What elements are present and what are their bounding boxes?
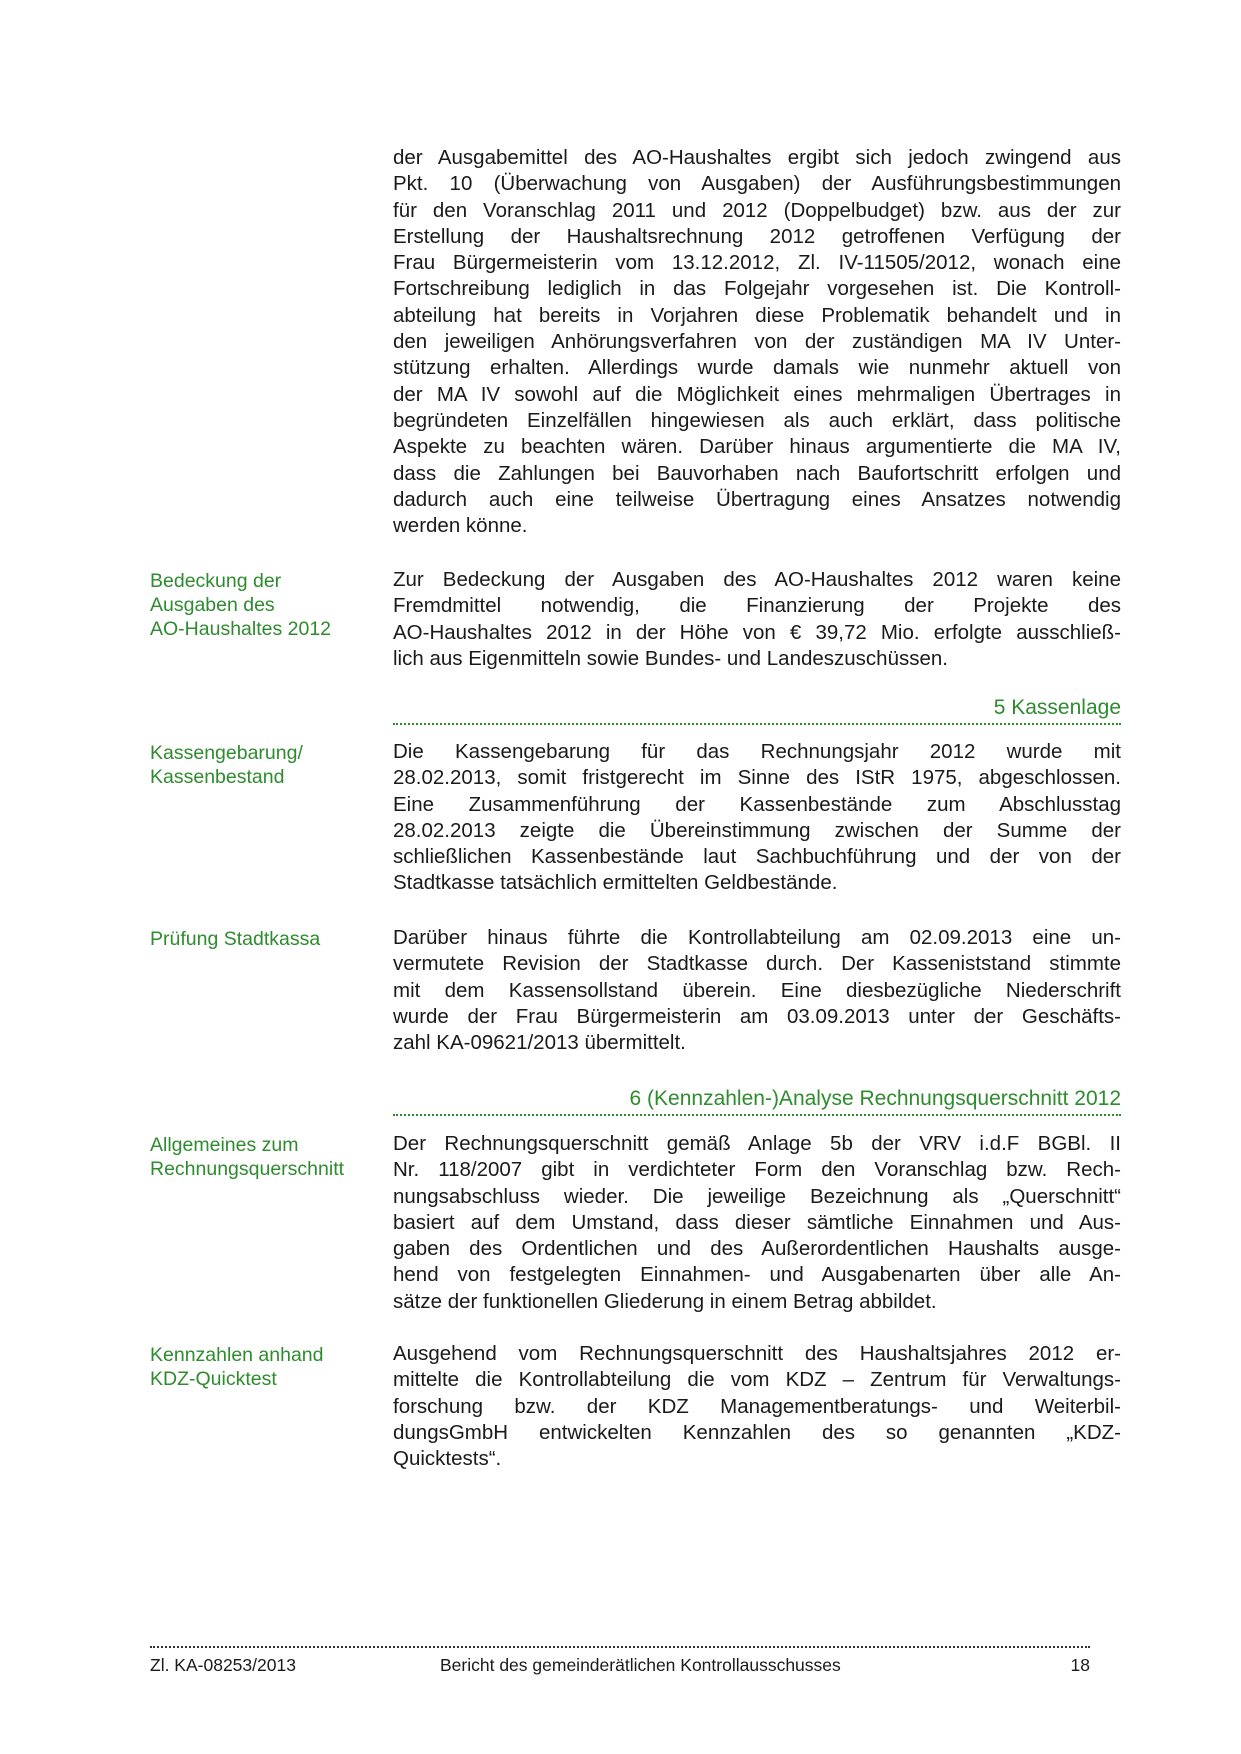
text-line: AO-Haushaltes 2012 in der Höhe von € 39,72 Mio. erfolgte ausschließ- [393,620,1121,644]
text-line: schließlichen Kassenbestände laut Sachbuchführung und der von der [393,845,1121,869]
text-line: nungsabschluss wieder. Die jeweilige Bezeichnung als „Querschnitt“ [393,1184,1121,1208]
text-line: mit dem Kassensollstand überein. Eine diesbezügliche Niederschrift [393,978,1121,1002]
text-line: Fortschreibung lediglich in das Folgejahr vorgesehen ist. Die Kontroll- [393,277,1121,301]
text-line: basiert auf dem Umstand, dass dieser sämtliche Einnahmen und Aus- [393,1210,1121,1234]
margin-note [150,1343,365,1391]
text-line: dadurch auch eine teilweise Übertragung eines Ansatzes notwendig [393,487,1121,511]
margin-note [150,927,365,951]
text-line: werden könne. [393,514,528,538]
text-line: Aspekte zu beachten wären. Darüber hinaus argumentierte die MA IV, [393,435,1121,459]
margin-note-line: Allgemeines zum [150,1134,299,1156]
text-line: Ausgehend vom Rechnungsquerschnitt des Haushaltsjahres 2012 er- [393,1342,1121,1365]
text-line: 28.02.2013, somit fristgerecht im Sinne des IStR 1975, abgeschlossen. [393,766,1121,790]
margin-note-line: Prüfung Stadtkassa [150,928,321,950]
paragraph-body [393,145,1121,539]
text-line: abteilung hat bereits in Vorjahren diese Problematik behandelt und in [393,303,1121,327]
margin-note [150,741,365,789]
text-line: Nr. 118/2007 gibt in verdichteter Form den Voranschlag bzw. Rech- [393,1158,1121,1182]
margin-note-line: Kennzahlen anhand [150,1344,324,1366]
text-line: zahl KA-09621/2013 übermittelt. [393,1031,686,1055]
footer-title: Bericht des gemeinderätlichen Kontrollausschusses [440,1655,841,1675]
text-line: Darüber hinaus führte die Kontrollabteilung am 02.09.2013 eine un- [393,926,1121,949]
margin-note-line: Kassenbestand [150,766,285,788]
margin-note [150,1133,365,1181]
text-line: sätze der funktionellen Gliederung in einem Betrag abbildet. [393,1289,937,1313]
paragraph-body [393,1341,1121,1472]
text-line: lich aus Eigenmitteln sowie Bundes- und Landeszuschüssen. [393,646,948,670]
text-line: stützung erhalten. Allerdings wurde damals wie nunmehr aktuell von [393,356,1121,380]
text-line: Pkt. 10 (Überwachung von Ausgaben) der Ausführungsbestimmungen [393,172,1121,196]
margin-note-line: KDZ-Quicktest [150,1368,277,1390]
text-line: Die Kassengebarung für das Rechnungsjahr 2012 wurde mit [393,740,1121,763]
margin-note-line: AO-Haushaltes 2012 [150,618,332,640]
text-line: den jeweiligen Anhörungsverfahren von der zuständigen MA IV Unter- [393,330,1121,354]
text-line: gaben des Ordentlichen und des Außerordentlichen Haushalts ausge- [393,1237,1121,1261]
text-line: Stadtkasse tatsächlich ermittelten Geldbestände. [393,871,838,895]
heading-divider [393,723,1121,725]
text-line: begründeten Einzelfällen hingewiesen als auch erklärt, dass politische [393,408,1121,432]
text-line: vermutete Revision der Stadtkasse durch. Der Kasseniststand stimmte [393,952,1121,976]
text-line: wurde der Frau Bürgermeisterin am 03.09.2013 unter der Geschäfts- [393,1004,1121,1028]
margin-note [150,569,365,641]
section-heading-analyse: 6 (Kennzahlen-)Analyse Rechnungsquerschnitt 2012 [629,1087,1121,1110]
text-line: Quicktests“. [393,1447,502,1471]
text-line: Der Rechnungsquerschnitt gemäß Anlage 5b der VRV i.d.F BGBl. II [393,1132,1121,1155]
paragraph-body [393,925,1121,1056]
text-line: der Ausgabemittel des AO-Haushaltes ergibt sich jedoch zwingend aus [393,146,1121,169]
text-line: Fremdmittel notwendig, die Finanzierung der Projekte des [393,594,1121,618]
text-line: für den Voranschlag 2011 und 2012 (Doppelbudget) bzw. aus der zur [393,198,1121,222]
margin-note-line: Kassengebarung/ [150,742,303,764]
paragraph-body [393,739,1121,897]
footer-divider [150,1646,1090,1648]
margin-note-line: Ausgaben des [150,594,275,616]
text-line: Zur Bedeckung der Ausgaben des AO-Haushaltes 2012 waren keine [393,568,1121,591]
text-line: Erstellung der Haushaltsrechnung 2012 getroffenen Verfügung der [393,224,1121,248]
margin-note-line: Rechnungsquerschnitt [150,1158,345,1180]
paragraph-body [393,567,1121,672]
text-line: Eine Zusammenführung der Kassenbestände zum Abschlusstag [393,792,1121,816]
text-line: dass die Zahlungen bei Bauvorhaben nach Baufortschritt erfolgen und [393,461,1121,485]
text-line: dungsGmbH entwickelten Kennzahlen des so genannten „KDZ- [393,1420,1121,1444]
text-line: hend von festgelegten Einnahmen- und Ausgabenarten über alle An- [393,1263,1121,1287]
paragraph-body [393,1131,1121,1315]
section-heading-kassenlage: 5 Kassenlage [993,696,1121,719]
text-line: forschung bzw. der KDZ Managementberatungs- und Weiterbil- [393,1394,1121,1418]
heading-divider [393,1114,1121,1116]
text-line: Frau Bürgermeisterin vom 13.12.2012, Zl. IV-11505/2012, wonach eine [393,251,1121,275]
text-line: mittelte die Kontrollabteilung die vom KDZ – Zentrum für Verwaltungs- [393,1368,1121,1392]
footer-reference: Zl. KA-08253/2013 [150,1655,296,1675]
text-line: 28.02.2013 zeigte die Übereinstimmung zwischen der Summe der [393,818,1121,842]
margin-note-line: Bedeckung der [150,570,282,592]
page-number: 18 [1070,1655,1090,1675]
text-line: der MA IV sowohl auf die Möglichkeit eines mehrmaligen Übertrages in [393,382,1121,406]
